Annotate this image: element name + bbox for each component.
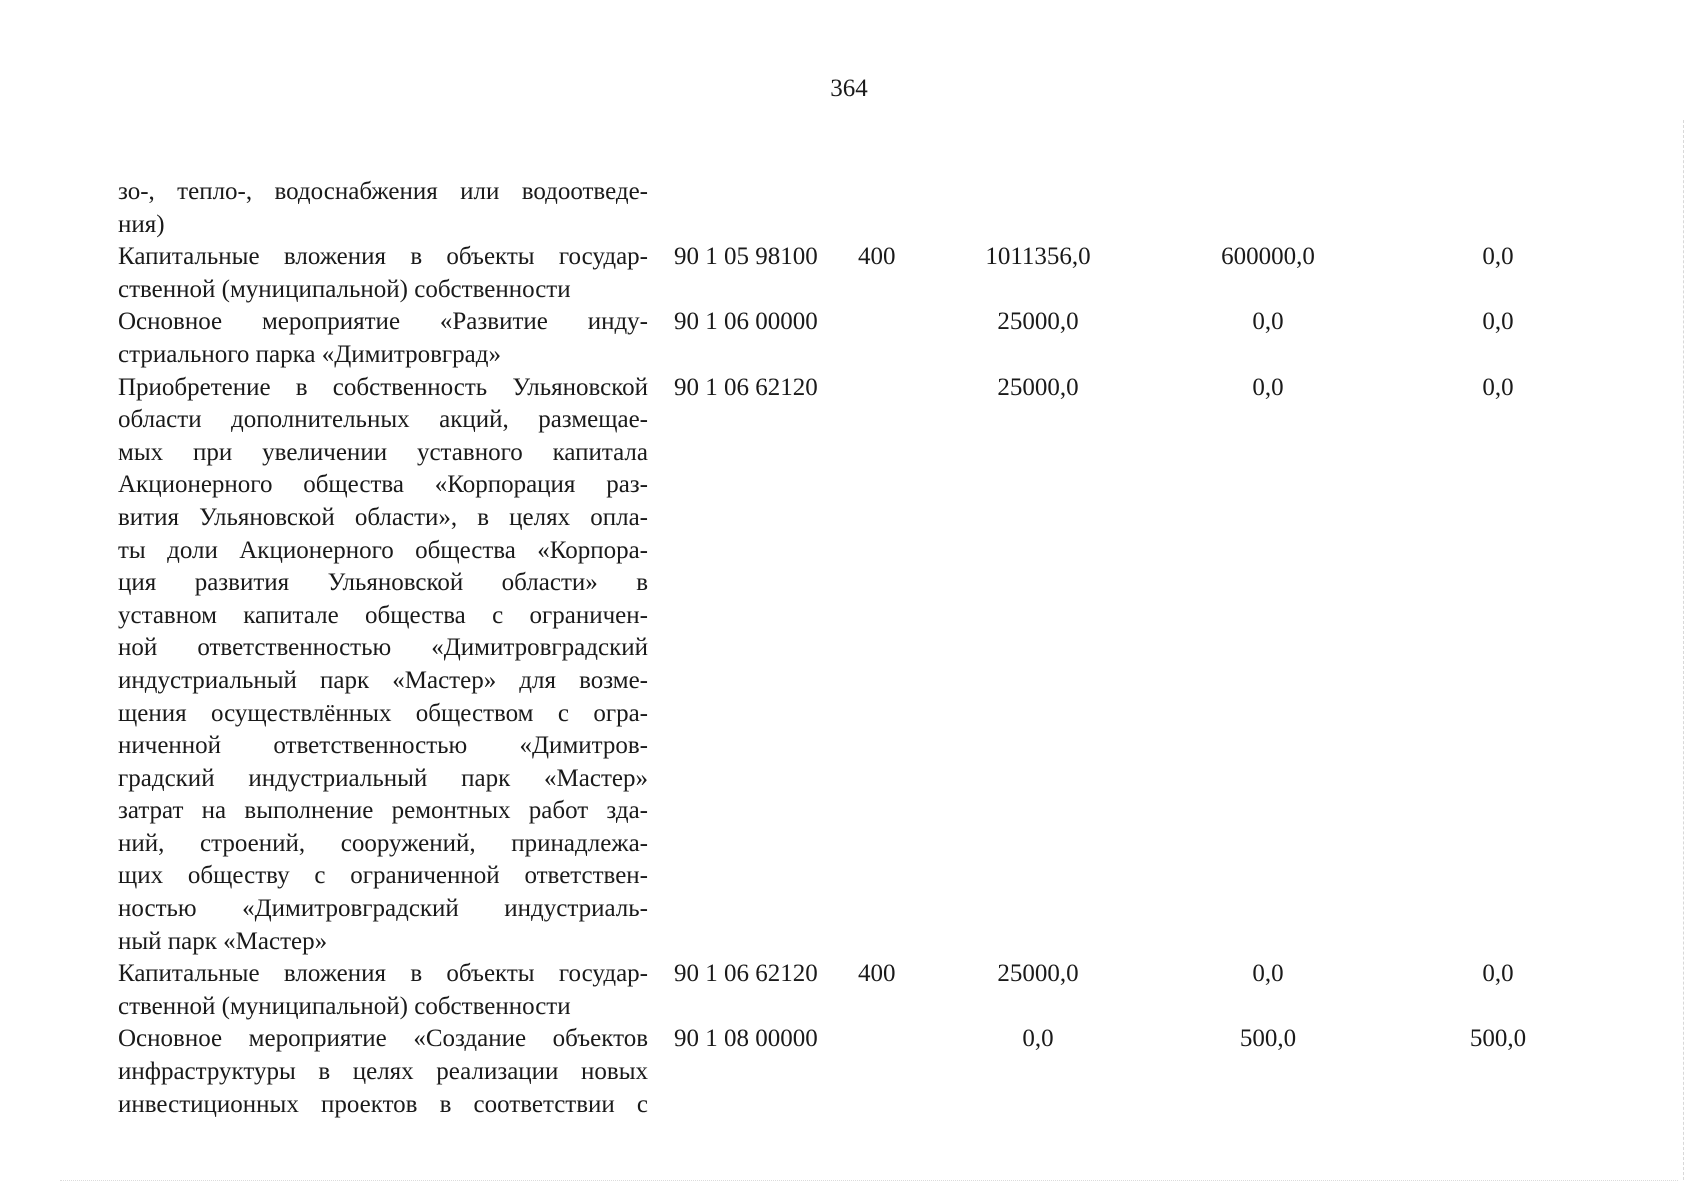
description-line: ний, строений, сооружений, принадлежа-: [118, 829, 648, 857]
amount-year-1: 25000,0: [997, 373, 1079, 401]
amount-year-2: 0,0: [1252, 308, 1284, 336]
scan-bottom-mark: [60, 1180, 1678, 1182]
budget-code: 90 1 06 62120: [674, 960, 818, 988]
description-line: Капитальные вложения в объекты государ-: [118, 243, 648, 271]
description-line: ный парк «Мастер»: [118, 927, 328, 955]
description-line: зо-, тепло-, водоснабжения или водоотведе-: [118, 178, 648, 205]
description-line: ния): [118, 210, 165, 238]
expense-type: 400: [858, 960, 896, 988]
expense-type: 400: [858, 243, 896, 271]
amount-year-1: 25000,0: [997, 960, 1079, 988]
amount-year-2: 500,0: [1239, 1025, 1297, 1053]
amount-year-2: 0,0: [1252, 960, 1284, 988]
amount-year-3: 0,0: [1482, 308, 1514, 336]
description-line: щих обществу с ограниченной ответствен-: [118, 862, 648, 890]
row-description: [118, 306, 648, 371]
description-line: ниченной ответственностью «Димитров-: [118, 732, 648, 760]
amount-year-3: 0,0: [1482, 373, 1514, 401]
amount-year-1: 0,0: [1022, 1025, 1054, 1053]
amount-year-3: 0,0: [1482, 243, 1514, 271]
budget-code: 90 1 05 98100: [674, 243, 818, 271]
description-line: ной ответственностью «Димитровградский: [118, 634, 648, 662]
description-line: Акционерного общества «Корпорация раз-: [118, 471, 648, 499]
table-row: [118, 1023, 1538, 1121]
budget-code: 90 1 06 00000: [674, 308, 818, 336]
amount-year-2: 0,0: [1252, 373, 1284, 401]
row-description: [118, 1023, 648, 1121]
description-line: ты доли Акционерного общества «Корпора-: [118, 536, 648, 564]
table-row: [118, 241, 1538, 306]
description-line: затрат на выполнение ремонтных работ зда-: [118, 797, 648, 825]
description-line: уставном капитале общества с ограничен-: [118, 601, 648, 629]
description-line: вития Ульяновской области», в целях опла-: [118, 503, 648, 531]
table-row: [118, 176, 1538, 241]
amount-year-3: 0,0: [1482, 960, 1514, 988]
description-line: индустриальный парк «Мастер» для возме-: [118, 666, 648, 694]
table-row: [118, 958, 1538, 1023]
amount-year-3: 500,0: [1469, 1025, 1527, 1053]
table-row: [118, 372, 1538, 959]
description-line: области дополнительных акций, размещае-: [118, 406, 648, 434]
amount-year-1: 25000,0: [997, 308, 1079, 336]
page-number: 364: [830, 75, 868, 102]
description-line: инвестиционных проектов в соответствии с: [118, 1090, 648, 1118]
row-description: [118, 372, 648, 959]
amount-year-2: 600000,0: [1221, 243, 1315, 271]
description-line: Капитальные вложения в объекты государ-: [118, 960, 648, 988]
row-description: [118, 176, 648, 241]
description-line: Основное мероприятие «Создание объектов: [118, 1025, 648, 1053]
description-line: ностью «Димитровградский индустриаль-: [118, 895, 648, 923]
description-line: Приобретение в собственность Ульяновской: [118, 373, 648, 401]
description-line: ция развития Ульяновской области» в: [118, 569, 648, 597]
description-line: мых при увеличении уставного капитала: [118, 438, 648, 466]
scan-edge-mark: [1682, 120, 1684, 1180]
description-line: градский индустриальный парк «Мастер»: [118, 764, 648, 792]
amount-year-1: 1011356,0: [985, 243, 1091, 271]
budget-code: 90 1 08 00000: [674, 1025, 818, 1053]
description-line: инфраструктуры в целях реализации новых: [118, 1058, 648, 1086]
description-line: ственной (муниципальной) собственности: [118, 992, 571, 1020]
row-description: [118, 958, 648, 1023]
budget-code: 90 1 06 62120: [674, 373, 818, 401]
description-line: щения осуществлённых обществом с огра-: [118, 699, 648, 727]
description-line: Основное мероприятие «Развитие инду-: [118, 308, 648, 336]
table-row: [118, 306, 1538, 371]
budget-table: [118, 176, 1538, 1121]
description-line: ственной (муниципальной) собственности: [118, 275, 571, 303]
description-line: стриального парка «Димитровград»: [118, 340, 501, 368]
row-description: [118, 241, 648, 306]
